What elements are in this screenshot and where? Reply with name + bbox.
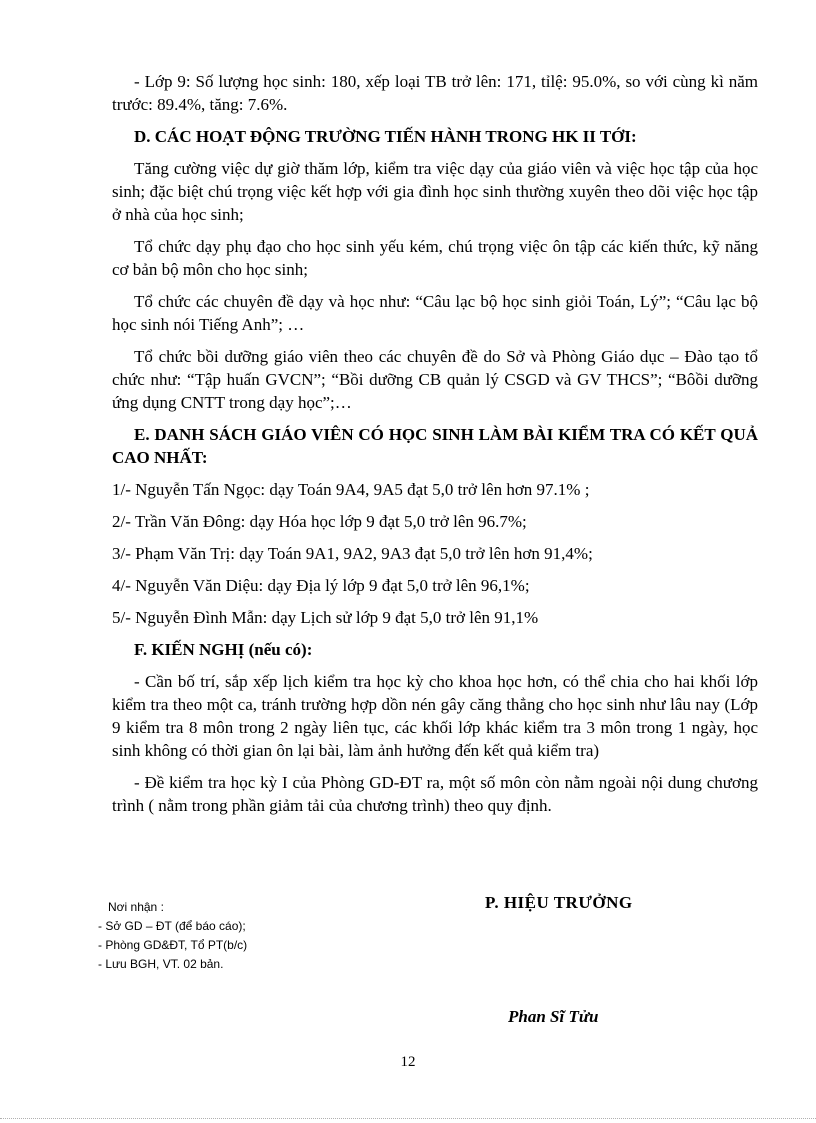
- section-e-heading: E. DANH SÁCH GIÁO VIÊN CÓ HỌC SINH LÀM BÀI KIỂM TRA CÓ KẾT QUẢ CAO NHẤT:: [112, 425, 758, 467]
- teacher-list-item: 1/- Nguyễn Tấn Ngọc: dạy Toán 9A4, 9A5 đạt 5,0 trở lên hơn 97.1% ;: [112, 480, 590, 499]
- recipients-block: [98, 898, 247, 974]
- teacher-list-item: 5/- Nguyễn Đình Mẫn: dạy Lịch sử lớp 9 đạt 5,0 trở lên 91,1%: [112, 608, 539, 627]
- page-bottom-divider: [0, 1118, 816, 1119]
- signature-title: P. HIỆU TRƯỞNG: [485, 893, 633, 912]
- teacher-list-item: 4/- Nguyễn Văn Diệu: dạy Địa lý lớp 9 đạt 5,0 trở lên 96,1%;: [112, 576, 530, 595]
- section-d-paragraph: Tăng cường việc dự giờ thăm lớp, kiểm tra việc dạy của giáo viên và việc học tập của học sinh; đặc biệt chú trọng việc kết hợp với gia đình học sinh thường xuyên theo dõi việc học tập ở nhà của học sinh;: [112, 159, 758, 224]
- document-body: [112, 70, 758, 817]
- section-d-paragraph: Tổ chức bồi dưỡng giáo viên theo các chuyên đề do Sở và Phòng Giáo dục – Đào tạo tổ chức như: “Tập huấn GVCN”; “Bồi dưỡng CB quản lý CSGD và GV THCS”; “Bôồi dưỡng ứng dụng CNTT trong dạy học”;…: [112, 347, 758, 412]
- recipient-line: - Phòng GD&ĐT, Tổ PT(b/c): [98, 938, 248, 952]
- recipient-line: - Lưu BGH, VT. 02 bản.: [98, 957, 224, 971]
- section-f-paragraph: - Đề kiểm tra học kỳ I của Phòng GD-ĐT ra, một số môn còn nằm ngoài nội dung chương trình ( nằm trong phần giảm tải của chương trình) theo quy định.: [112, 773, 758, 815]
- grade9-stats-paragraph: - Lớp 9: Số lượng học sinh: 180, xếp loại TB trở lên: 171, tỉlệ: 95.0%, so với cùng kì năm trước: 89.4%, tăng: 7.6%.: [112, 72, 758, 114]
- section-d-heading: D. CÁC HOẠT ĐỘNG TRƯỜNG TIẾN HÀNH TRONG HK II TỚI:: [134, 127, 637, 146]
- section-d-paragraph: Tổ chức dạy phụ đạo cho học sinh yếu kém, chú trọng việc ôn tập các kiến thức, kỹ năng cơ bản bộ môn cho học sinh;: [112, 237, 758, 279]
- page-number: 12: [400, 1054, 416, 1070]
- recipients-label: Nơi nhận :: [108, 900, 164, 914]
- teacher-list-item: 3/- Phạm Văn Trị: dạy Toán 9A1, 9A2, 9A3 đạt 5,0 trở lên hơn 91,4%;: [112, 544, 593, 563]
- signer-name: Phan Sĩ Tửu: [508, 1007, 599, 1026]
- section-d-paragraph: Tổ chức các chuyên đề dạy và học như: “Câu lạc bộ học sinh giỏi Toán, Lý”; “Câu lạc bộ học sinh nói Tiếng Anh”; …: [112, 292, 758, 334]
- section-f-paragraph: - Cần bố trí, sắp xếp lịch kiểm tra học kỳ cho khoa học hơn, có thể chia cho hai khối lớp kiểm tra theo một ca, tránh trường hợp dồn nén gây căng thẳng cho học sinh như lâu nay (Lớp 9 kiểm tra 8 môn trong 2 ngày liên tục, các khối lớp khác kiểm tra 3 môn trong 1 ngày, học sinh không có thời gian ôn lại bài, làm ảnh hưởng đến kết quả kiểm tra): [112, 672, 758, 760]
- section-f-heading: F. KIẾN NGHỊ (nếu có):: [134, 640, 313, 659]
- teacher-list-item: 2/- Trần Văn Đông: dạy Hóa học lớp 9 đạt 5,0 trở lên 96.7%;: [112, 512, 527, 531]
- recipient-line: - Sở GD – ĐT (để báo cáo);: [98, 919, 246, 933]
